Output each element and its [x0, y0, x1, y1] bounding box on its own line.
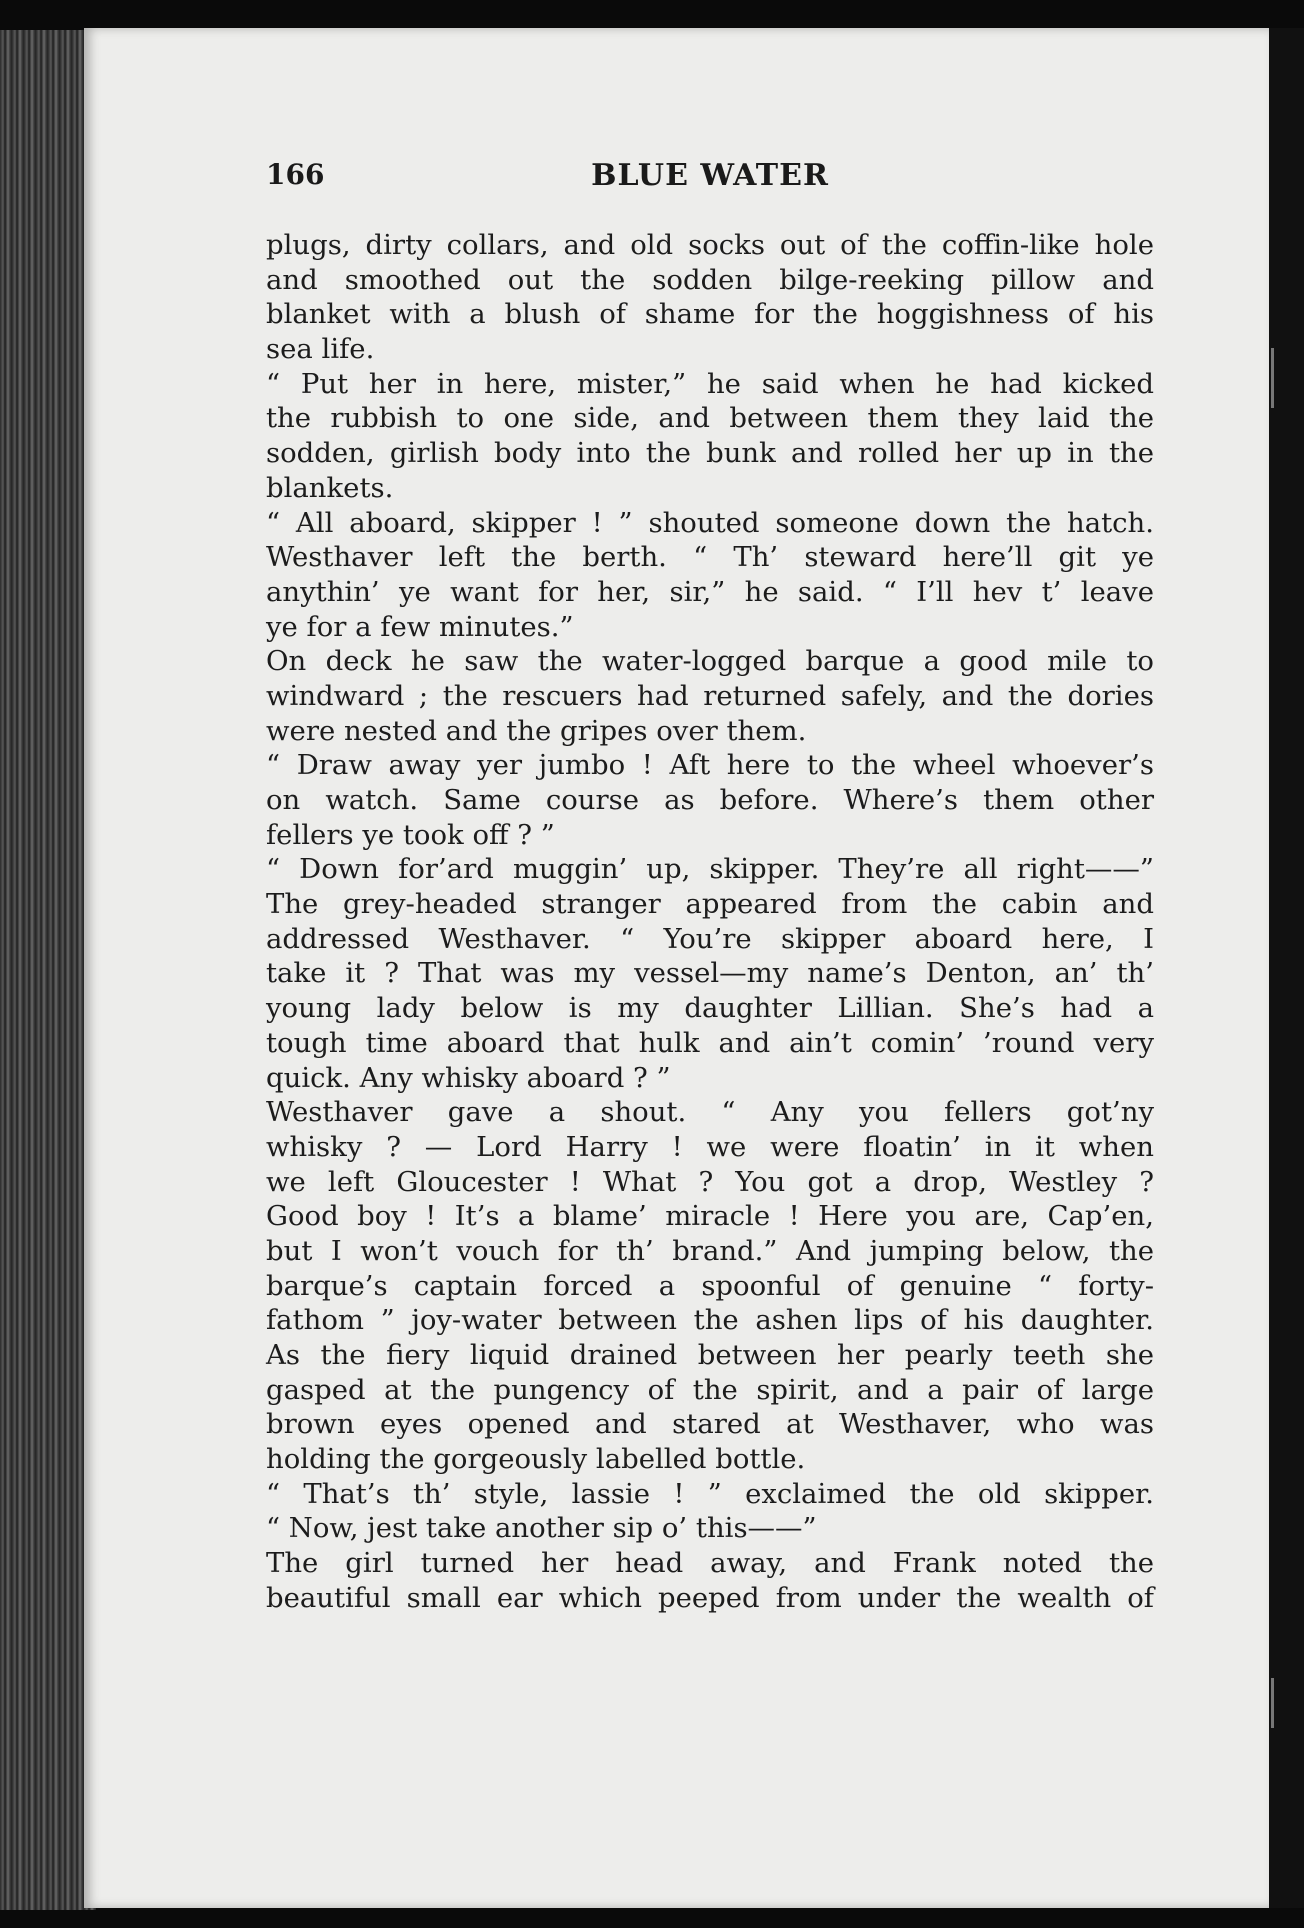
- text-line: windward ; the rescuers had returned safely, and the dories: [266, 679, 1154, 712]
- text-line: “ Draw away yer jumbo ! Aft here to the wheel whoever’s: [266, 749, 1154, 782]
- text-line: addressed Westhaver. “ You’re skipper aboard here, I: [266, 922, 1154, 955]
- text-line: were nested and the gripes over them.: [266, 714, 807, 747]
- running-header: [266, 158, 1154, 198]
- text-line: ye for a few minutes.”: [266, 610, 574, 643]
- text-line: brown eyes opened and stared at Westhaver, who was: [266, 1408, 1154, 1441]
- text-line: quick. Any whisky aboard ? ”: [266, 1061, 671, 1094]
- text-line: holding the gorgeously labelled bottle.: [266, 1443, 806, 1476]
- text-line: “ Put her in here, mister,” he said when he had kicked: [266, 367, 1154, 400]
- text-line: The grey-headed stranger appeared from the cabin and: [266, 888, 1154, 921]
- text-line: “ Down for’ard muggin’ up, skipper. They’re all right——”: [266, 853, 1154, 886]
- text-line: On deck he saw the water-logged barque a good mile to: [266, 645, 1154, 678]
- text-line: whisky ? — Lord Harry ! we were floatin’ in it when: [266, 1130, 1154, 1163]
- text-line: sodden, girlish body into the bunk and rolled her up in the: [266, 437, 1154, 470]
- text-line: The girl turned her head away, and Frank noted the: [266, 1547, 1154, 1580]
- text-line: fellers ye took off ? ”: [266, 818, 555, 851]
- text-line: the rubbish to one side, and between them they laid the: [266, 402, 1154, 435]
- text-line: beautiful small ear which peeped from under the wealth of: [266, 1581, 1154, 1614]
- text-line: Westhaver left the berth. “ Th’ steward here’ll git ye: [266, 541, 1154, 574]
- book-gutter-edge: [1269, 28, 1304, 1908]
- text-line: plugs, dirty collars, and old socks out of the coffin-like hole: [266, 229, 1154, 261]
- text-line: “ That’s th’ style, lassie ! ” exclaimed the old skipper.: [266, 1477, 1154, 1510]
- text-line: and smoothed out the sodden bilge-reeking pillow and: [266, 263, 1154, 296]
- text-line: fathom ” joy-water between the ashen lips of his daughter.: [266, 1304, 1154, 1337]
- text-line: barque’s captain forced a spoonful of genuine “ forty-: [266, 1269, 1154, 1302]
- text-line: “ Now, jest take another sip o’ this——”: [266, 1512, 817, 1545]
- text-line: “ All aboard, skipper ! ” shouted someone down the hatch.: [266, 506, 1154, 539]
- text-line: anythin’ ye want for her, sir,” he said. “ I’ll hev t’ leave: [266, 575, 1154, 608]
- text-line: sea life.: [266, 333, 375, 366]
- text-line: blankets.: [266, 471, 394, 504]
- body-text: [266, 228, 1154, 1616]
- edge-mark: [1271, 348, 1274, 408]
- text-line: As the fiery liquid drained between her pearly teeth she: [266, 1339, 1154, 1371]
- text-line: we left Gloucester ! What ? You got a drop, Westley ?: [266, 1165, 1154, 1198]
- text-line: gasped at the pungency of the spirit, and a pair of large: [266, 1373, 1154, 1406]
- text-line: but I won’t vouch for th’ brand.” And jumping below, the: [266, 1234, 1154, 1267]
- text-line: tough time aboard that hulk and ain’t comin’ ’round very: [266, 1026, 1154, 1059]
- running-title: BLUE WATER: [591, 158, 829, 193]
- edge-mark: [1271, 1678, 1274, 1728]
- text-line: on watch. Same course as before. Where’s them other: [266, 784, 1154, 816]
- text-line: take it ? That was my vessel—my name’s Denton, an’ th’: [266, 957, 1154, 990]
- page-number: 166: [266, 158, 325, 191]
- text-line: Westhaver gave a shout. “ Any you fellers got’ny: [266, 1096, 1154, 1129]
- text-line: blanket with a blush of shame for the hoggishness of his: [266, 298, 1154, 331]
- text-line: Good boy ! It’s a blame’ miracle ! Here you are, Cap’en,: [266, 1200, 1154, 1233]
- book-page-edges: [0, 30, 96, 1910]
- text-line: young lady below is my daughter Lillian. She’s had a: [266, 992, 1154, 1025]
